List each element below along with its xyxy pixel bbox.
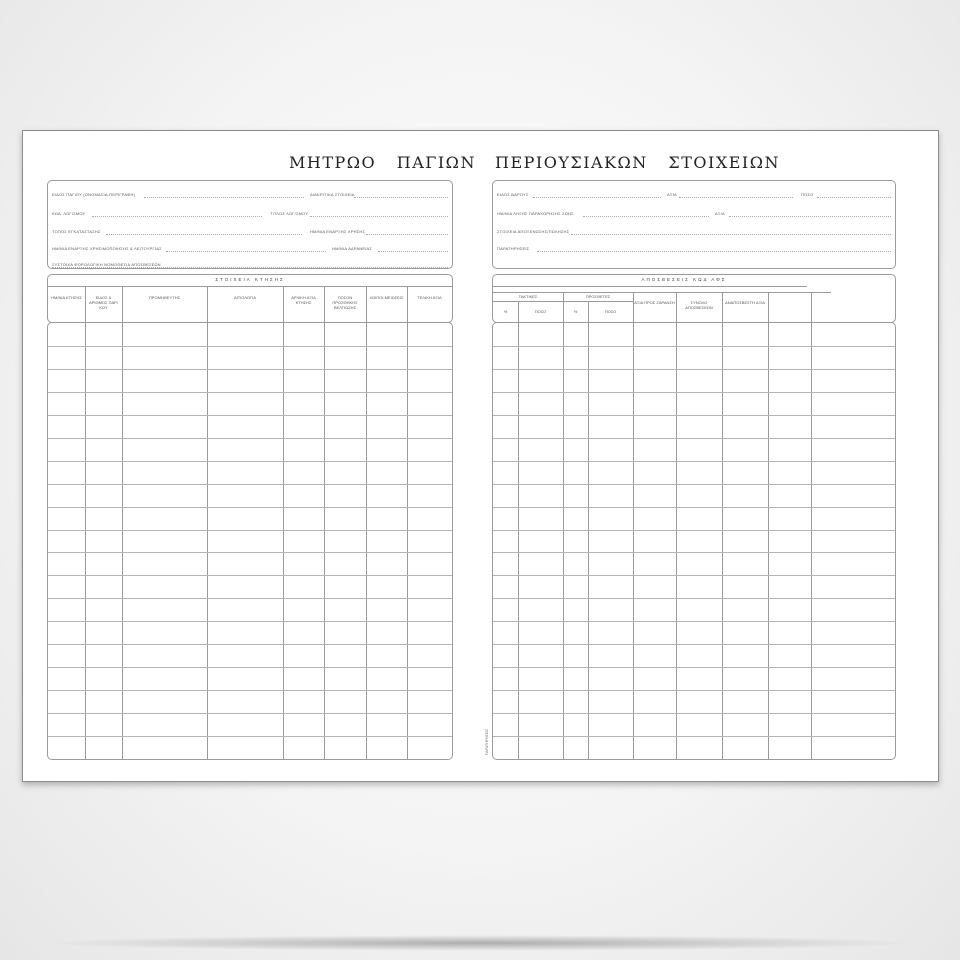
table-row-line (493, 667, 895, 668)
column-header: ΤΕΛΙΚΗ ΑΞΙΑ (417, 295, 442, 300)
column-divider (407, 287, 408, 322)
right-info-item: ΕΙΔΟΣ ΒΑΡΟΥΣ (497, 192, 529, 197)
dotted-line (679, 197, 793, 198)
side-note: ΠΑΡΑΤΗΡΗΣΕΙΣ (485, 728, 489, 755)
left-info-box (47, 180, 453, 269)
column-header: ΛΟΙΠΟΙ ΜΕΙΩΣΕΙΣ (369, 295, 404, 300)
right-info-item: ΑΞΙΑ (715, 211, 725, 216)
table-row-line (493, 690, 895, 691)
left-table-header (47, 274, 453, 323)
table-row-line (48, 507, 452, 508)
column-header: ΑΡΧΙΚΗ ΑΞΙΑ ΚΤΗΣΗΣ (291, 295, 316, 305)
table-row-line (48, 575, 452, 576)
left-info-item: ΗΜ/ΝΙΑ ΑΔΡΑΝΕΙΑΣ (332, 246, 373, 251)
column-divider (85, 323, 86, 759)
table-row-line (48, 621, 452, 622)
dotted-line (310, 216, 448, 217)
column-divider (518, 323, 519, 759)
table-row-line (48, 438, 452, 439)
right-info-box (492, 180, 896, 269)
left-table-body (47, 322, 453, 760)
right-info-item: ΠΑΡΑΤΗΡΗΣΕΙΣ (497, 246, 530, 251)
dotted-line (144, 197, 304, 198)
left-info-item: ΗΜ/ΝΙΑ ΕΝΑΡΞΗΣ ΧΡΗΣΗΣ (310, 229, 366, 234)
table-row-line (493, 530, 895, 531)
column-divider (366, 287, 367, 322)
column-header: ΗΜ/ΝΙΑ ΚΤΗΣΗΣ (51, 295, 82, 300)
column-header: ΠΡΟΜΗΘΕΥΤΗΣ (148, 295, 181, 300)
table-row-line (493, 598, 895, 599)
right-info-item: ΗΜ/ΝΙΑ ΛΗΞΗΣ ΠΑΡΑΧΩΡΗΣΗΣ ΖΩΗΣ (497, 211, 574, 216)
column-divider (676, 323, 677, 759)
left-info-item: ΚΩΔ. ΛΟΓ/ΣΜΟΥ (52, 211, 86, 216)
floor-shadow (40, 935, 920, 951)
column-divider (563, 292, 564, 322)
right-table-header (492, 274, 896, 323)
column-group-header: ΠΡΟΣΘΕΤΕΣ (585, 294, 611, 299)
table-row-line (493, 346, 895, 347)
table-row-line (48, 346, 452, 347)
sub-column-header: ΠΟΣΟ (604, 309, 617, 314)
section-divider (493, 286, 807, 287)
dotted-line (52, 267, 448, 268)
dotted-line (817, 197, 891, 198)
column-group-header: ΤΑΚΤΙΚΕΣ (518, 294, 538, 299)
column-divider (207, 287, 208, 322)
column-divider (588, 323, 589, 759)
table-row-line (493, 484, 895, 485)
column-header: ΑΝΑΠΟΣΒΕΣΤΗ ΑΞΙΑ (725, 300, 765, 305)
column-header: ΑΞΙΑ ΠΡΟΣ ΣΑΡΑΝΣΗ (634, 300, 675, 305)
left-info-item: ΣΥΣΤΟΙΧΑ ΦΟΡΟΛΟΓΙΚΗ ΝΟΜΟΘΕΣΙΑ ΑΠΟΣΒΕΣΕΩΝ (52, 262, 161, 267)
column-divider (283, 323, 284, 759)
table-row-line (493, 438, 895, 439)
table-row-line (48, 461, 452, 462)
dotted-line (571, 234, 891, 235)
dotted-line (166, 251, 326, 252)
column-divider (324, 323, 325, 759)
table-row-line (493, 713, 895, 714)
table-row-line (48, 644, 452, 645)
table-row-line (493, 507, 895, 508)
column-divider (633, 292, 634, 322)
table-row-line (48, 552, 452, 553)
table-row-line (48, 530, 452, 531)
dotted-line (537, 251, 891, 252)
right-table-body (492, 322, 896, 760)
table-row-line (48, 598, 452, 599)
column-header: ΕΙΔΟΣ & ΑΡΙΘΜΟΣ ΠΑΡ/ΚΟΥ (89, 295, 118, 310)
column-divider (122, 287, 123, 322)
sub-column-header: ΠΟΣΟ (534, 309, 547, 314)
column-divider (722, 323, 723, 759)
table-row-line (48, 736, 452, 737)
dotted-line (366, 234, 448, 235)
dotted-line (583, 216, 709, 217)
column-header: ΠΟΣΟΝ ΠΡΟΣΘΗΚΗΣ ΒΕΛΤΙΩΣΗΣ (332, 295, 358, 310)
column-divider (768, 323, 769, 759)
dotted-line (378, 251, 448, 252)
table-row-line (493, 415, 895, 416)
table-row-line (48, 415, 452, 416)
column-divider (811, 323, 812, 759)
dotted-line (533, 197, 661, 198)
table-row-line (48, 690, 452, 691)
dotted-line (354, 197, 448, 198)
sub-column-header: % (503, 309, 508, 314)
column-divider (207, 323, 208, 759)
sub-column-header: % (573, 309, 578, 314)
dotted-line (106, 234, 302, 235)
left-info-item: ΕΙΔΟΣ ΠΑΓΙΟΥ (ΟΝΟΜΑΣΙΑ-ΠΕΡΙΓΡΑΦΗ) (52, 192, 136, 197)
section-divider (48, 286, 452, 287)
column-divider (722, 292, 723, 322)
column-divider (407, 323, 408, 759)
table-row-line (493, 392, 895, 393)
dotted-line (729, 216, 891, 217)
table-row-line (493, 552, 895, 553)
left-info-item: ΔΙΑΚΡΙΤΙΚΑ ΣΤΟΙΧΕΙΑ (310, 192, 355, 197)
right-info-item: ΣΤΟΙΧΕΙΑ ΑΠΟΞΕΝΩΣΗΣ/ΠΩΛΗΣΗΣ (497, 229, 570, 234)
table-row-line (493, 461, 895, 462)
column-divider (366, 323, 367, 759)
table-row-line (48, 667, 452, 668)
table-row-line (493, 621, 895, 622)
title-left: ΜΗΤΡΩΟ ΠΑΓΙΩΝ (289, 153, 476, 172)
column-divider (811, 292, 812, 322)
table-row-line (48, 369, 452, 370)
left-section-title: ΣΤΟΙΧΕΙΑ ΚΤΗΣΗΣ (215, 277, 285, 282)
left-info-item: ΤΟΠΟΣ ΕΓΚΑΤΑΣΤΑΣΗΣ (52, 229, 101, 234)
right-info-item: ΠΟΣΟ (801, 192, 814, 197)
column-divider (563, 323, 564, 759)
table-row-line (493, 644, 895, 645)
right-info-item: ΑΞΙΑ (667, 192, 677, 197)
table-row-line (48, 484, 452, 485)
title-right: ΠΕΡΙΟΥΣΙΑΚΩΝ ΣΤΟΙΧΕΙΩΝ (495, 153, 780, 172)
table-row-line (493, 736, 895, 737)
column-header: ΑΙΤΙΟΛΟΓΙΑ (233, 295, 257, 300)
column-divider (122, 323, 123, 759)
asset-register-sheet (22, 130, 939, 782)
column-divider (768, 292, 769, 322)
column-header: ΣΥΝΟΛΟ ΑΠΟΣΒΕΣΕΩΝ (685, 300, 713, 310)
dotted-line (92, 216, 262, 217)
table-row-line (493, 369, 895, 370)
left-info-item: ΤΙΤΛΟΣ ΛΟΓ/ΣΜΟΥ (270, 211, 309, 216)
header-divider (493, 292, 831, 293)
table-row-line (48, 713, 452, 714)
left-info-item: ΗΜ/ΝΙΑ ΕΝΑΡΞΗΣ ΧΡΗΣΙΜΟΠΟΙΗΣΗΣ & ΛΕΙΤΟΥΡΓΙΑΣ (52, 246, 162, 251)
table-row-line (493, 575, 895, 576)
table-row-line (48, 392, 452, 393)
right-section-title: ΑΠΟΣΒΕΣΕΙΣ ΚΩΔ ΑΦΣ (641, 277, 727, 282)
column-divider (633, 323, 634, 759)
